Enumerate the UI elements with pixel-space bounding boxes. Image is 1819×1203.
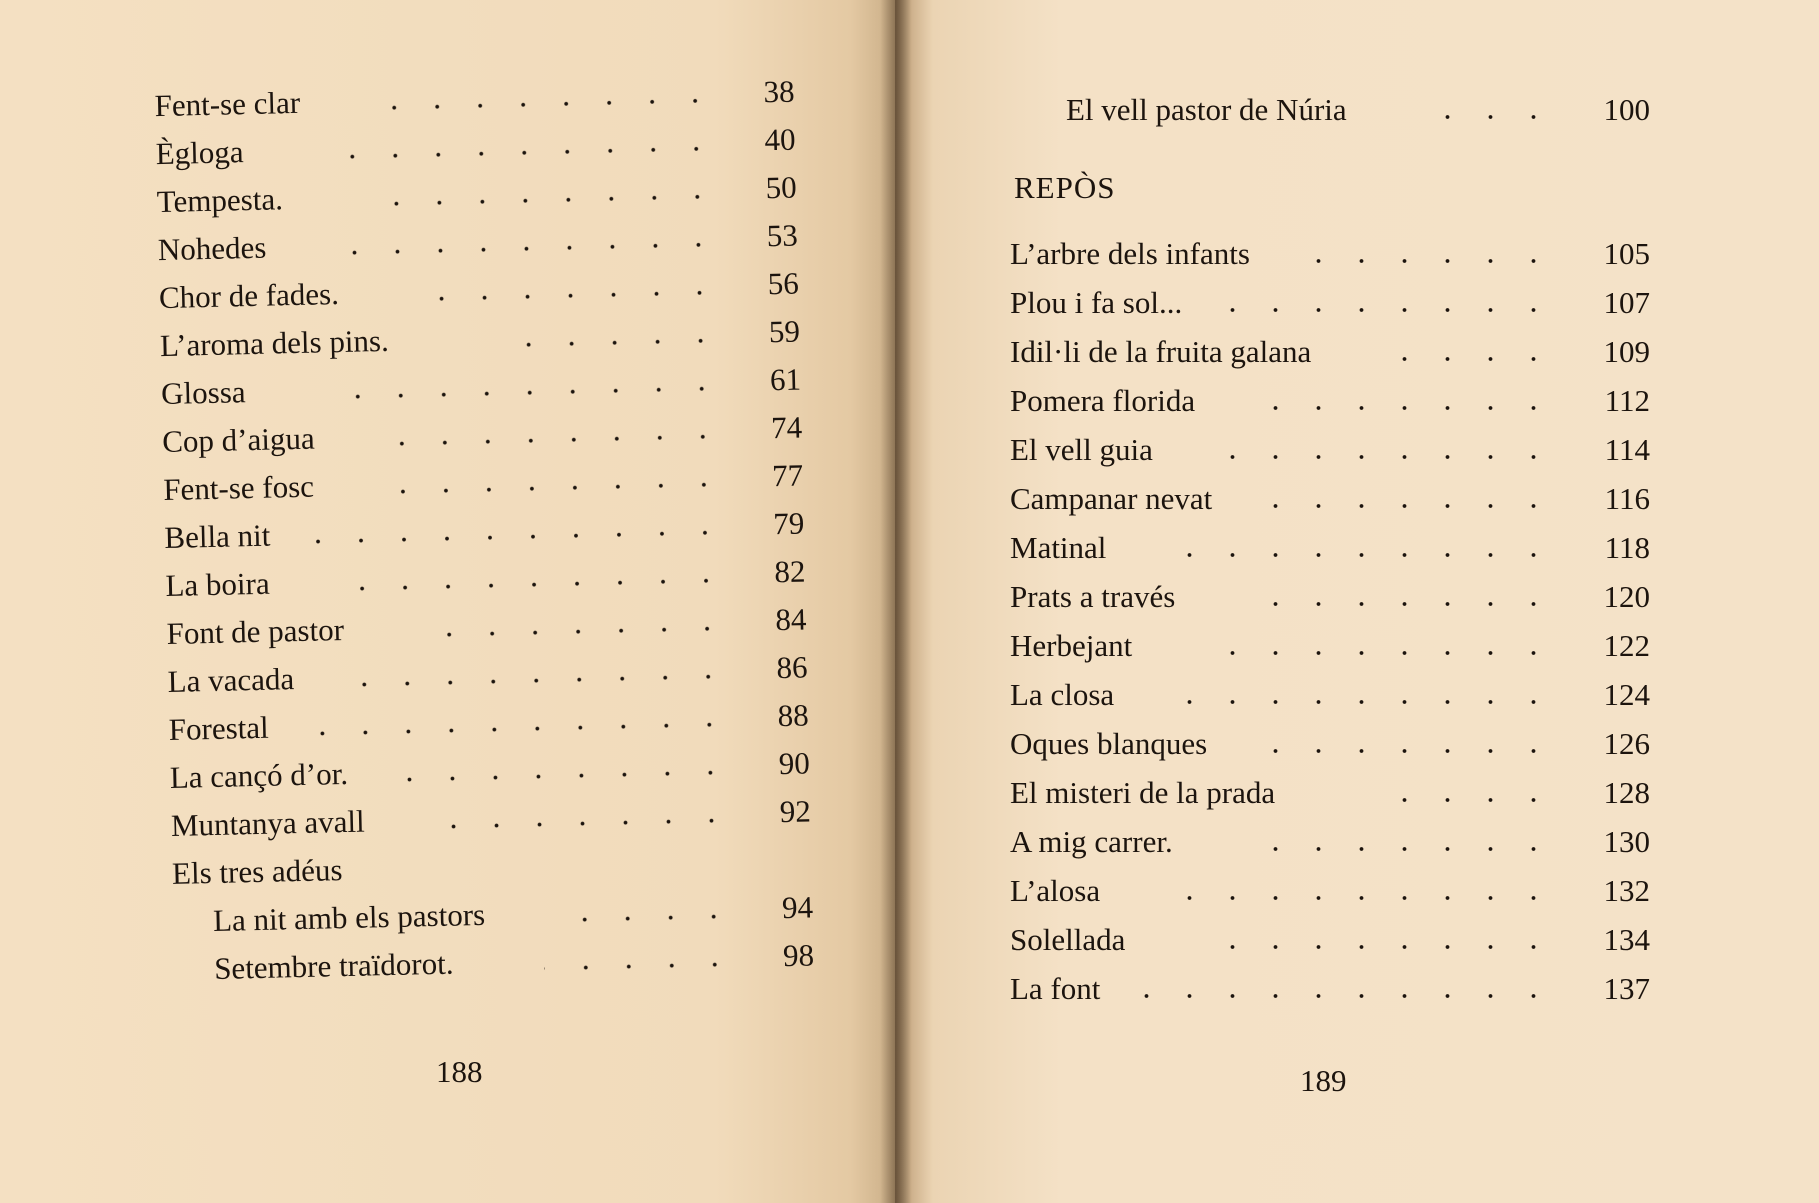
toc-entry-page: 120 — [1603, 579, 1650, 614]
toc-entry — [1010, 477, 1650, 521]
toc-entry-page: 50 — [765, 169, 798, 206]
toc-entry-page: 134 — [1603, 922, 1650, 957]
toc-entry-title: Idil·li de la fruita galana — [1010, 334, 1312, 369]
toc-entry-page: 132 — [1603, 873, 1650, 908]
toc-entry-page: 38 — [763, 73, 795, 110]
dot-leader — [1235, 406, 1555, 410]
toc-entry-title: Chor de fades. — [158, 276, 340, 316]
toc-entry-title: Fent-se clar — [154, 84, 301, 124]
page-number-189: 189 — [1300, 1063, 1347, 1098]
toc-entry-title: Font de pastor — [166, 611, 345, 651]
dot-leader — [1195, 455, 1555, 459]
dot-leader — [1315, 259, 1555, 263]
toc-entry-title: Glossa — [160, 374, 246, 412]
dot-leader — [1155, 700, 1555, 704]
toc-entry-page: 79 — [772, 505, 805, 542]
toc-entry — [1010, 918, 1650, 962]
toc-entry-title: Herbejant — [1010, 628, 1133, 663]
toc-entry-title: Cop d’aigua — [161, 420, 315, 460]
toc-entry-page: 137 — [1603, 971, 1650, 1006]
dot-leader — [1255, 504, 1555, 508]
toc-entry-title: Tempesta. — [156, 181, 284, 220]
toc-entry-title: Forestal — [168, 709, 270, 747]
toc-entry-page: 59 — [768, 313, 801, 350]
toc-entry — [1010, 526, 1650, 570]
toc-entry-title: La vacada — [167, 661, 295, 699]
dot-leader — [1235, 602, 1555, 606]
toc-entry-page: 56 — [767, 265, 800, 302]
toc-entry-title: Muntanya avall — [170, 803, 366, 843]
toc-entry — [1010, 722, 1650, 766]
toc-entry-page: 90 — [778, 745, 811, 782]
toc-entry-title: La cançó d’or. — [169, 755, 349, 795]
page-number-188: 188 — [436, 1054, 483, 1089]
toc-entry-title: El misteri de la prada — [1010, 775, 1276, 810]
toc-entry — [1010, 967, 1650, 1011]
toc-entry-title: Matinal — [1010, 530, 1107, 565]
toc-entry-title: Bella nit — [164, 517, 271, 556]
toc-entry-title: Pomera florida — [1010, 383, 1196, 418]
dot-leader — [1375, 798, 1555, 802]
toc-entry-page: 100 — [1603, 92, 1650, 127]
dot-leader — [1155, 896, 1555, 900]
toc-entry-title: La boira — [165, 565, 271, 604]
toc-entry — [1010, 820, 1650, 864]
toc-entry-title: L’alosa — [1010, 873, 1101, 908]
toc-entry-title: Plou i fa sol... — [1010, 285, 1183, 320]
dot-leader — [1155, 553, 1555, 557]
toc-group-title: Els tres adéus — [171, 852, 343, 891]
toc-entry-page: 114 — [1604, 432, 1650, 467]
dot-leader — [1135, 994, 1555, 998]
toc-entry-page: 128 — [1603, 775, 1650, 810]
toc-entry-page: 118 — [1604, 530, 1650, 565]
toc-entry — [1010, 330, 1650, 374]
toc-entry-page: 61 — [769, 361, 802, 398]
toc-entry-page: 126 — [1603, 726, 1650, 761]
toc-entry-page: 86 — [776, 649, 808, 686]
toc-entry-title: Fent-se fosc — [162, 468, 315, 508]
toc-entry-title: A mig carrer. — [1010, 824, 1173, 859]
toc-entry-page: 88 — [777, 697, 810, 734]
toc-entry-page: 40 — [764, 121, 796, 158]
toc-entry-title: La font — [1010, 971, 1101, 1006]
toc-entry-page: 130 — [1603, 824, 1650, 859]
dot-leader — [1395, 357, 1555, 361]
toc-entry — [1010, 428, 1650, 472]
toc-entry-page: 105 — [1603, 236, 1650, 271]
dot-leader — [1215, 945, 1555, 949]
dot-leader — [1215, 308, 1555, 312]
dot-leader — [1235, 847, 1555, 851]
toc-entry — [1010, 281, 1650, 325]
toc-entry — [1010, 575, 1650, 619]
toc-entry-page: 109 — [1603, 334, 1650, 369]
toc-entry-page: 116 — [1604, 481, 1650, 516]
toc-entry — [1010, 624, 1650, 668]
toc-entry-page: 107 — [1603, 285, 1650, 320]
toc-entry — [1066, 88, 1650, 132]
dot-leader — [1195, 651, 1555, 655]
toc-entry-title: L’arbre dels infants — [1010, 236, 1250, 271]
toc-entry-title: El vell guia — [1010, 432, 1153, 467]
toc-entry-page: 98 — [782, 937, 815, 974]
toc-entry-title: Ègloga — [155, 134, 244, 172]
toc-entry-title: La nit amb els pastors — [212, 896, 486, 939]
toc-entry-page: 124 — [1603, 677, 1650, 712]
toc-entry-title: La closa — [1010, 677, 1115, 712]
toc-entry — [1010, 673, 1650, 717]
section-heading: REPÒS — [1014, 170, 1116, 205]
toc-entry-title: Oques blanques — [1010, 726, 1208, 761]
toc-entry — [1010, 379, 1650, 423]
toc-entry-title: El vell pastor de Núria — [1066, 92, 1347, 127]
toc-entry-page: 112 — [1604, 383, 1650, 418]
toc-entry-title: Setembre traïdorot. — [213, 945, 454, 986]
dot-leader — [1255, 749, 1555, 753]
toc-entry-page: 84 — [775, 601, 807, 638]
toc-entry-title: Campanar nevat — [1010, 481, 1213, 516]
toc-entry — [1010, 771, 1650, 815]
toc-entry-title: L’aroma dels pins. — [159, 322, 390, 364]
toc-entry-page: 74 — [770, 409, 803, 446]
toc-entry — [1010, 232, 1650, 276]
toc-entry-page: 82 — [773, 553, 806, 590]
toc-entry-page: 94 — [781, 889, 814, 926]
toc-entry-title: Solellada — [1010, 922, 1126, 957]
toc-entry-title: Prats a través — [1010, 579, 1176, 614]
toc-entry-page: 77 — [771, 457, 804, 494]
toc-entry-title: Nohedes — [157, 229, 267, 268]
toc-entry-page: 53 — [766, 217, 799, 254]
dot-leader — [1445, 115, 1555, 119]
toc-entry-page: 92 — [779, 793, 812, 830]
toc-entry-page: 122 — [1603, 628, 1650, 663]
toc-entry — [1010, 869, 1650, 913]
